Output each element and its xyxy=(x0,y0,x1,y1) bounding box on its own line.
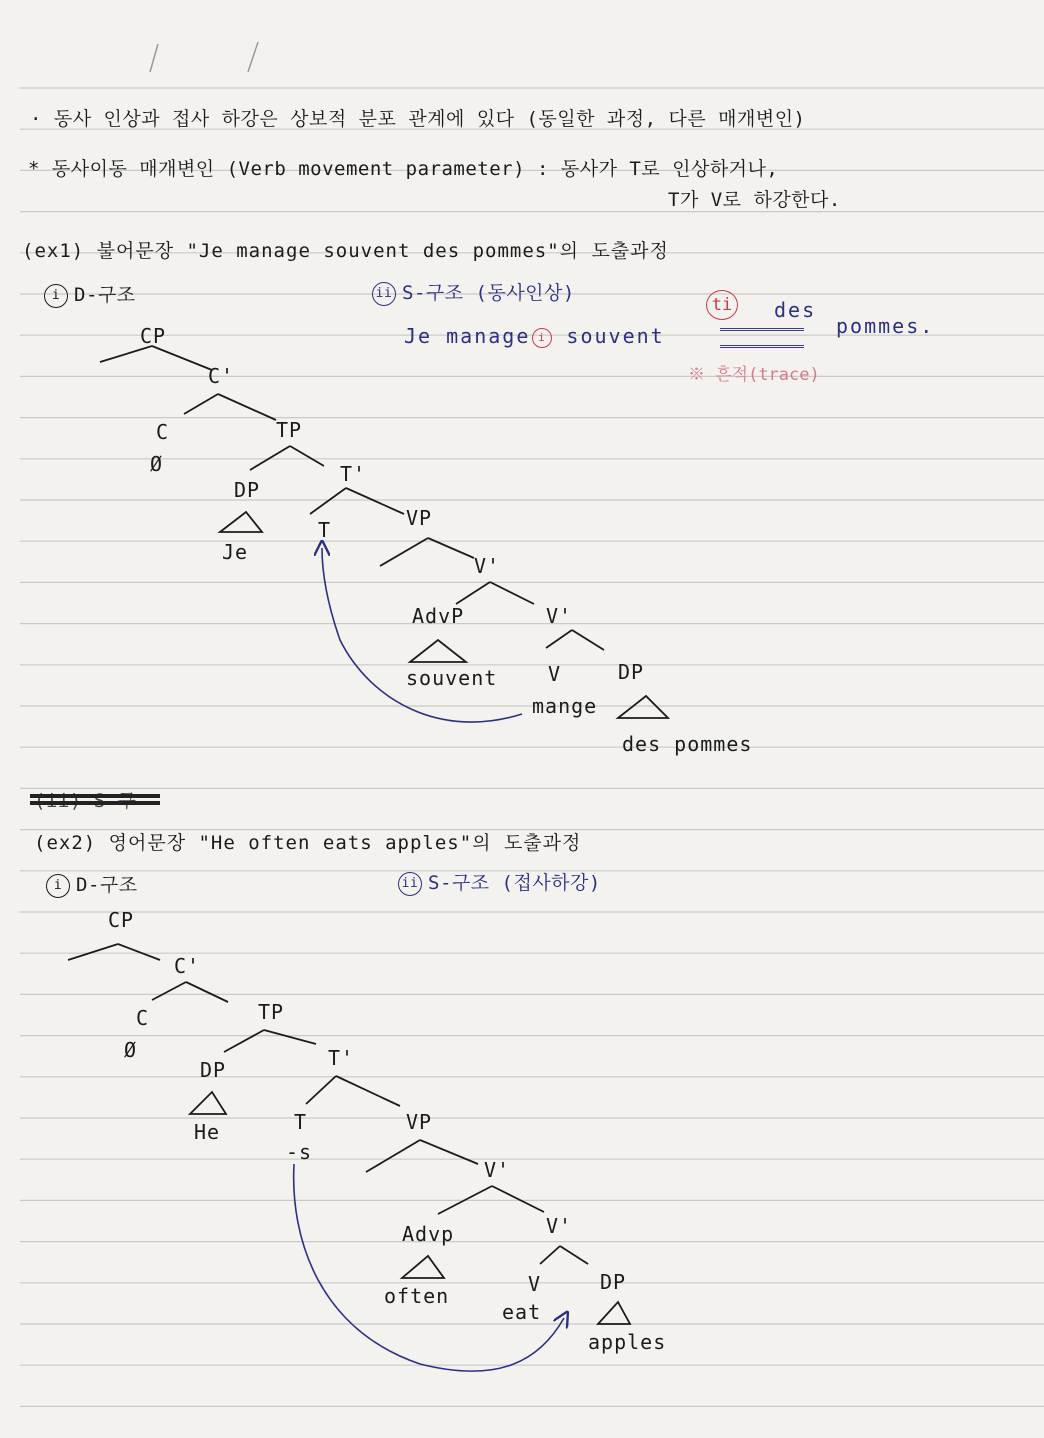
circled-marker: ii xyxy=(372,282,396,306)
node-v: V xyxy=(548,662,562,686)
d-structure-text: D-구조 xyxy=(74,284,136,306)
node-vbar1: V' xyxy=(474,554,501,578)
node-t: T xyxy=(318,518,332,542)
crossed-text xyxy=(34,786,136,813)
node-advp: AdvP xyxy=(412,604,465,628)
node-tbar: T' xyxy=(340,462,367,486)
node-c: C xyxy=(136,1006,150,1030)
crossed-out-text xyxy=(30,788,160,810)
node-mange: mange xyxy=(532,694,598,718)
node-he: He xyxy=(194,1120,221,1144)
node-v: V xyxy=(528,1272,542,1296)
node-souvent: souvent xyxy=(406,666,498,690)
circled-marker: i xyxy=(44,284,68,308)
node-eat: eat xyxy=(502,1300,542,1324)
node-often: often xyxy=(384,1284,450,1308)
node-cp: CP xyxy=(140,324,167,348)
ex1-d-structure-label xyxy=(44,280,136,308)
trace-note: ※ 흔적(trace) xyxy=(688,365,820,385)
node-vp: VP xyxy=(406,1110,433,1134)
node-cbar: C' xyxy=(208,364,235,388)
node-tbar: T' xyxy=(328,1046,355,1070)
node-c: C xyxy=(156,420,170,444)
node-vp: VP xyxy=(406,506,433,530)
node-cp: CP xyxy=(108,908,135,932)
ex1-s-structure-label xyxy=(372,278,575,306)
node-vbar1: V' xyxy=(484,1158,511,1182)
ex2-title: (ex2) 영어문장 "He often eats apples"의 도출과정 xyxy=(34,832,582,854)
ex1-title: (ex1) 불어문장 "Je manage souvent des pommes"의 도출과정 xyxy=(22,240,669,262)
node-advp: Advp xyxy=(402,1222,455,1246)
trace-circle: ti xyxy=(706,290,738,320)
node-cbar: C' xyxy=(174,954,201,978)
node-t: T xyxy=(294,1110,308,1134)
node-vbar2: V' xyxy=(546,1214,573,1238)
ex1-des: des xyxy=(774,298,817,322)
note-line-3: T가 V로 하강한다. xyxy=(668,189,841,211)
node-dp2: DP xyxy=(618,660,645,684)
s-structure-text: S-구조 (접사하강) xyxy=(428,872,601,894)
note-line-1: · 동사 인상과 접사 하강은 상보적 분포 관계에 있다 (동일한 과정, 다른 매개변인) xyxy=(30,108,806,130)
sentence-start: Je manage xyxy=(404,324,531,348)
ex1-s-sentence xyxy=(404,324,665,348)
node-affix: -s xyxy=(286,1140,313,1164)
node-dp2: DP xyxy=(600,1270,627,1294)
scribbled-out-word xyxy=(720,328,804,348)
node-dp: DP xyxy=(200,1058,227,1082)
sentence-mid: souvent xyxy=(566,324,665,348)
node-je: Je xyxy=(222,540,249,564)
node-dp: DP xyxy=(234,478,261,502)
note-line-2: * 동사이동 매개변인 (Verb movement parameter) : 동사가 T로 인상하거나, xyxy=(28,158,779,180)
strike-bar xyxy=(30,794,160,798)
ex2-d-structure-label xyxy=(46,870,138,898)
d-structure-text: D-구조 xyxy=(76,874,138,896)
node-obj: apples xyxy=(588,1330,667,1354)
node-null: Ø xyxy=(124,1038,138,1062)
node-tp: TP xyxy=(258,1000,285,1024)
node-vbar2: V' xyxy=(546,604,573,628)
node-null: Ø xyxy=(150,452,164,476)
strike-bar xyxy=(30,801,160,805)
ex2-s-structure-label xyxy=(398,868,601,896)
ex1-pommes: pommes. xyxy=(836,314,935,338)
s-structure-text: S-구조 (동사인상) xyxy=(402,282,575,304)
node-obj: des pommes xyxy=(622,732,753,756)
index-marker: i xyxy=(532,328,552,348)
circled-marker: ii xyxy=(398,872,422,896)
margin-marks xyxy=(0,0,300,90)
node-tp: TP xyxy=(276,418,303,442)
circled-marker: i xyxy=(46,874,70,898)
